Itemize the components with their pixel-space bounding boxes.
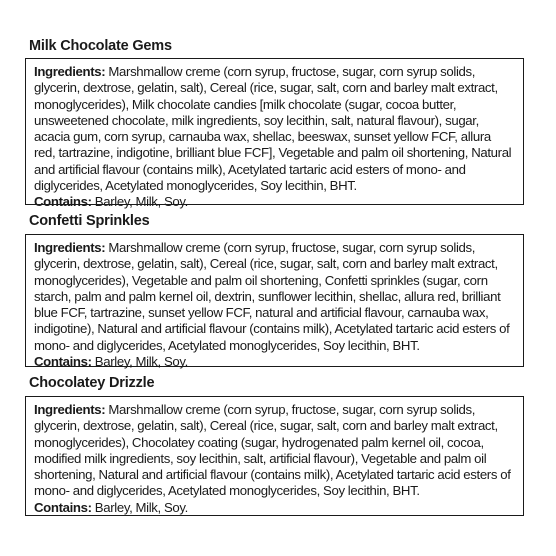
contains-label: Contains: xyxy=(34,499,92,515)
ingredients-paragraph xyxy=(34,402,514,500)
ingredients-label: Ingredients: xyxy=(34,402,106,417)
section-title-milk-chocolate-gems: Milk Chocolate Gems xyxy=(29,38,172,54)
ingredients-paragraph xyxy=(34,64,514,194)
ingredients-text: Marshmallow creme (corn syrup, fructose, sugar, corn syrup solids, glycerin, dextrose, gelatin, salt), Cereal (rice, sugar, salt, corn and barley malt extract, monoglycerides), Milk chocolate candies [milk chocolate (sugar, cocoa butter, unsweetened chocolate, milk ingredients, soy lecithin, salt, natural flavour), sugar, acacia gum, corn syrup, carnauba wax, shellac, beeswax, sunset yellow FCF, allura red, tartrazine, indigotine, brilliant blue FCF], Vegetable and palm oil shortening, Natural and artificial flavour (contains milk), Acetylated tartaric acid esters of mono- and diglycerides, Acetylated monoglycerides, Soy lecithin, BHT. xyxy=(34,64,512,194)
ingredients-text: Marshmallow creme (corn syrup, fructose, sugar, corn syrup solids, glycerin, dextrose, gelatin, salt), Cereal (rice, sugar, salt, corn and barley malt extract, monoglycerides), Chocolatey coating (sugar, hydrogenated palm kernel oil, cocoa, modified milk ingredients, soy lecithin, salt, artificial flavour), Vegetable and palm oil shortening, Natural and artificial flavour (contains milk), Acetylated tartaric acid esters of mono- and diglycerides, Acetylated monoglycerides, Soy lecithin, BHT. xyxy=(34,402,511,499)
ingredients-box-confetti-sprinkles xyxy=(25,234,524,370)
contains-text: Barley, Milk, Soy. xyxy=(94,499,188,515)
ingredients-label: Ingredients: xyxy=(34,240,106,255)
contains-label: Contains: xyxy=(34,194,92,210)
contains-paragraph xyxy=(34,500,514,516)
contains-text: Barley, Milk, Soy. xyxy=(94,194,188,210)
ingredients-box-milk-chocolate-gems xyxy=(25,58,524,210)
contains-label: Contains: xyxy=(34,354,92,370)
ingredients-label: Ingredients: xyxy=(34,64,106,79)
section-title-confetti-sprinkles: Confetti Sprinkles xyxy=(29,213,150,229)
contains-paragraph xyxy=(34,354,514,370)
section-title-chocolatey-drizzle: Chocolatey Drizzle xyxy=(29,375,155,391)
ingredients-box-chocolatey-drizzle xyxy=(25,396,524,516)
contains-paragraph xyxy=(34,194,514,210)
ingredients-paragraph xyxy=(34,240,514,354)
ingredients-text: Marshmallow creme (corn syrup, fructose, sugar, corn syrup solids, glycerin, dextrose, gelatin, salt), Cereal (rice, sugar, salt, corn and barley malt extract, monoglycerides), Vegetable and palm oil shortening, Confetti sprinkles (sugar, corn starch, palm and palm kernel oil, dextrin, sunflower lecithin, shellac, allura red, brilliant blue FCF, tartrazine, sunset yellow FCF, natural and artificial flavour, carnauba wax, indigotine), Natural and artificial flavour (contains milk), Acetylated tartaric acid esters of mono- and diglycerides, Acetylated monoglycerides, Soy lecithin, BHT. xyxy=(34,240,510,353)
contains-text: Barley, Milk, Soy. xyxy=(94,354,188,370)
